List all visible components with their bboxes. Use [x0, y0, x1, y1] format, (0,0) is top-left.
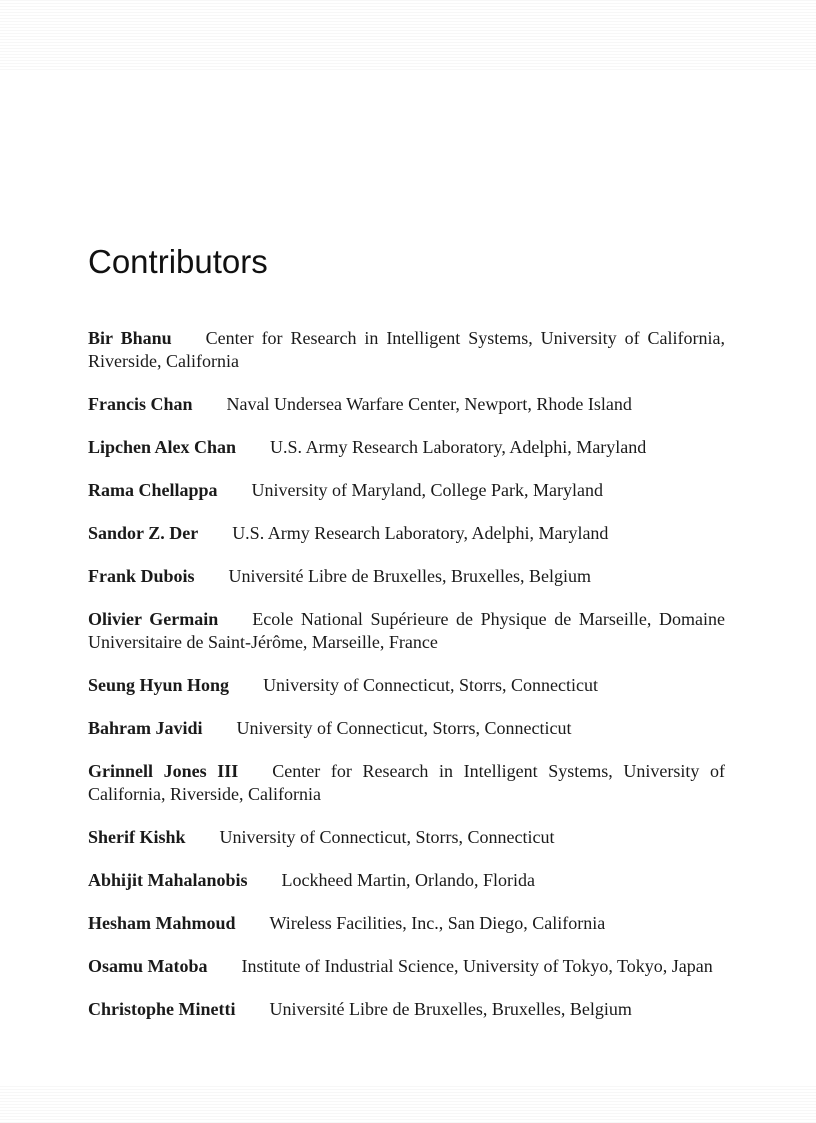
- contributor-affiliation: Université Libre de Bruxelles, Bruxelles, Belgium: [269, 999, 632, 1019]
- contributor-entry: [88, 565, 725, 588]
- contributor-name: Frank Dubois: [88, 566, 195, 586]
- contributor-affiliation: University of Maryland, College Park, Maryland: [251, 480, 603, 500]
- contributor-entry: [88, 393, 725, 416]
- contributor-entry: [88, 436, 725, 459]
- contributor-name: Bir Bhanu: [88, 328, 172, 348]
- contributor-entry: [88, 998, 725, 1021]
- contributor-name: Grinnell Jones III: [88, 761, 239, 781]
- contributor-affiliation: Center for Research in Intelligent Systems, University of California, Riverside, California: [88, 328, 725, 371]
- contributor-name: Christophe Minetti: [88, 999, 236, 1019]
- contributor-name: Sandor Z. Der: [88, 523, 199, 543]
- contributor-affiliation: Wireless Facilities, Inc., San Diego, California: [269, 913, 606, 933]
- contributor-list: [88, 327, 725, 1041]
- contributor-affiliation: U.S. Army Research Laboratory, Adelphi, Maryland: [270, 437, 647, 457]
- contributor-affiliation: Ecole National Supérieure de Physique de Marseille, Domaine Universitaire de Saint-Jérôme, Marseille, France: [88, 609, 725, 652]
- contributor-entry: [88, 869, 725, 892]
- contributor-affiliation: Naval Undersea Warfare Center, Newport, Rhode Island: [226, 394, 632, 414]
- contributor-name: Seung Hyun Hong: [88, 675, 230, 695]
- page-title: Contributors: [88, 243, 268, 280]
- contributor-entry: [88, 327, 725, 373]
- contributor-name: Lipchen Alex Chan: [88, 437, 237, 457]
- contributor-affiliation: Université Libre de Bruxelles, Bruxelles, Belgium: [228, 566, 591, 586]
- contributor-name: Sherif Kishk: [88, 827, 186, 847]
- contributor-entry: [88, 826, 725, 849]
- contributor-name: Osamu Matoba: [88, 956, 208, 976]
- contributor-name: Hesham Mahmoud: [88, 913, 236, 933]
- contributor-name: Olivier Germain: [88, 609, 219, 629]
- scan-border-top: [0, 0, 816, 70]
- contributor-entry: [88, 912, 725, 935]
- contributor-entry: [88, 608, 725, 654]
- contributor-affiliation: University of Connecticut, Storrs, Connecticut: [236, 718, 572, 738]
- contributor-entry: [88, 522, 725, 545]
- contributor-name: Bahram Javidi: [88, 718, 203, 738]
- contributor-affiliation: Center for Research in Intelligent Systems, University of California, Riverside, California: [88, 761, 725, 804]
- contributor-name: Abhijit Mahalanobis: [88, 870, 248, 890]
- contributor-affiliation: U.S. Army Research Laboratory, Adelphi, Maryland: [232, 523, 609, 543]
- contributor-entry: [88, 717, 725, 740]
- contributor-affiliation: Institute of Industrial Science, University of Tokyo, Tokyo, Japan: [241, 956, 713, 976]
- contributor-entry: [88, 674, 725, 697]
- contributor-affiliation: Lockheed Martin, Orlando, Florida: [281, 870, 535, 890]
- contributor-entry: [88, 955, 725, 978]
- contributor-name: Francis Chan: [88, 394, 193, 414]
- contributor-affiliation: University of Connecticut, Storrs, Connecticut: [219, 827, 555, 847]
- contributor-entry: [88, 760, 725, 806]
- contributor-affiliation: University of Connecticut, Storrs, Connecticut: [263, 675, 599, 695]
- contributor-name: Rama Chellappa: [88, 480, 218, 500]
- scan-border-bottom: [0, 1085, 816, 1123]
- contributor-entry: [88, 479, 725, 502]
